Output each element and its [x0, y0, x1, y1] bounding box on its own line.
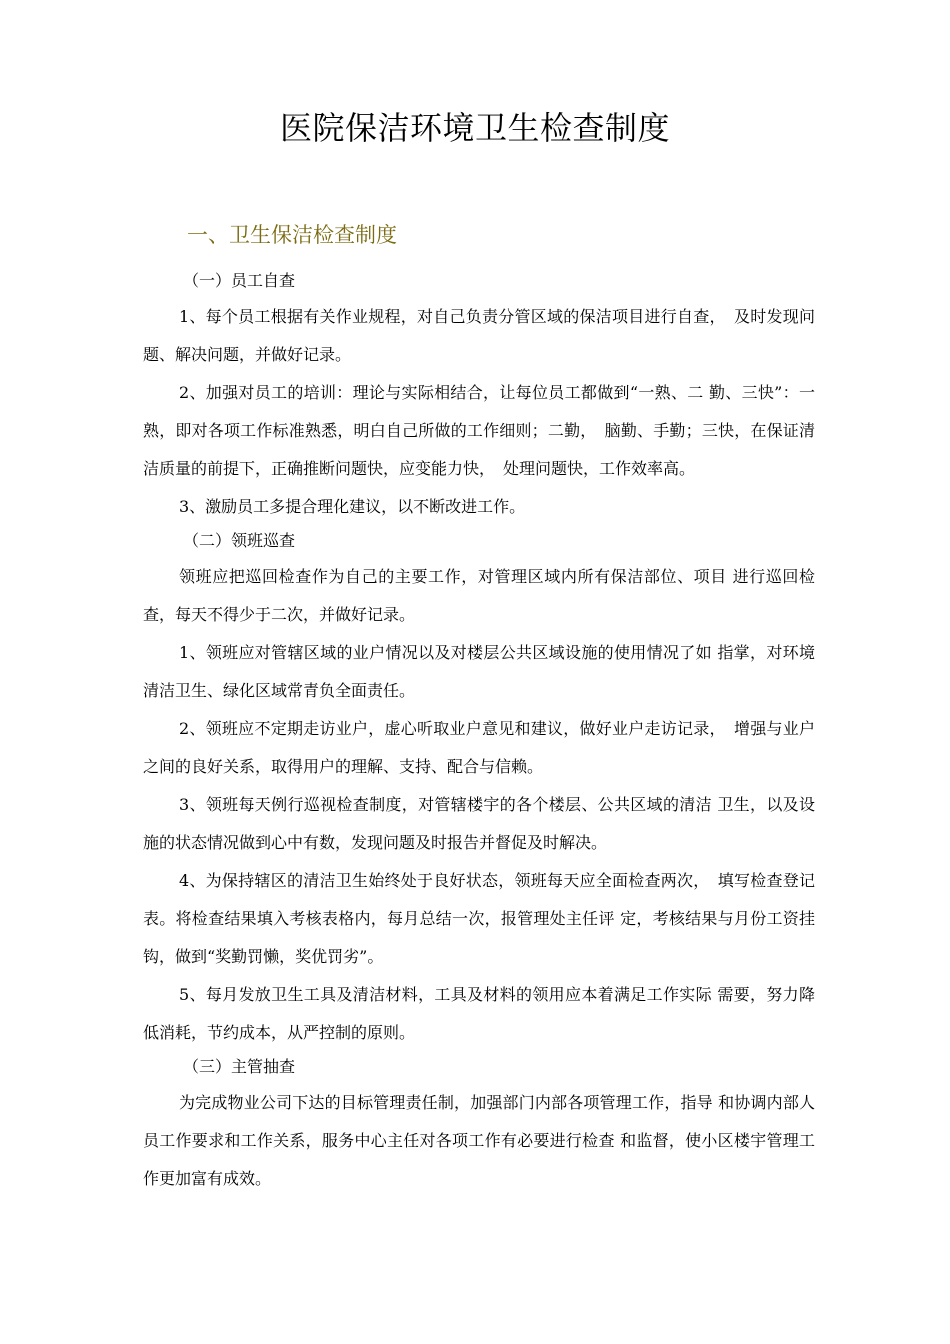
- paragraph: 5、每月发放卫生工具及清洁材料，工具及材料的领用应本着满足工作实际 需要，努力降低消耗，节约成本，从严控制的原则。: [143, 985, 815, 1042]
- paragraph: 1、领班应对管辖区域的业户情况以及对楼层公共区域设施的使用情况了如 指掌，对环境清洁卫生、绿化区域常青负全面责任。: [143, 643, 815, 700]
- paragraph: 4、为保持辖区的清洁卫生始终处于良好状态，领班每天应全面检查两次， 填写检查登记表。将检查结果填入考核表格内，每月总结一次，报管理处主任评 定，考核结果与月份工资挂钩，做到“奖勤罚懒，奖优罚劣”。: [143, 871, 815, 966]
- subsection-heading: （二）领班巡查: [183, 531, 296, 550]
- document-body: [143, 266, 815, 1198]
- paragraph: 3、激励员工多提合理化建议，以不断改进工作。: [179, 497, 526, 516]
- paragraph: 2、领班应不定期走访业户，虚心听取业户意见和建议，做好业户走访记录， 增强与业户之间的良好关系，取得用户的理解、支持、配合与信赖。: [143, 719, 815, 776]
- paragraph: 为完成物业公司下达的目标管理责任制，加强部门内部各项管理工作，指导 和协调内部人员工作要求和工作关系，服务中心主任对各项工作有必要进行检查 和监督，使小区楼宇管理工作更加富有成效。: [143, 1093, 815, 1188]
- document-title: 医院保洁环境卫生检查制度: [279, 109, 670, 147]
- paragraph: 领班应把巡回检查作为自己的主要工作，对管理区域内所有保洁部位、项目 进行巡回检查，每天不得少于二次，并做好记录。: [143, 567, 815, 624]
- paragraph: 3、领班每天例行巡视检查制度，对管辖楼宇的各个楼层、公共区域的清洁 卫生，以及设施的状态情况做到心中有数，发现问题及时报告并督促及时解决。: [143, 795, 815, 852]
- paragraph: 2、加强对员工的培训：理论与实际相结合，让每位员工都做到“一熟、二 勤、三快”：一熟，即对各项工作标准熟悉，明白自己所做的工作细则；二勤， 脑勤、手勤；三快，在保证清洁质量的前提下，正确推断问题快，应变能力快， 处理问题快，工作效率高。: [143, 383, 815, 478]
- paragraph: 1、每个员工根据有关作业规程，对自己负责分管区域的保洁项目进行自查， 及时发现问题、解决问题，并做好记录。: [143, 307, 815, 364]
- subsection-heading: （三）主管抽查: [183, 1057, 296, 1076]
- subsection-heading: （一）员工自查: [183, 271, 296, 290]
- section-heading: 一、卫生保洁检查制度: [187, 223, 397, 247]
